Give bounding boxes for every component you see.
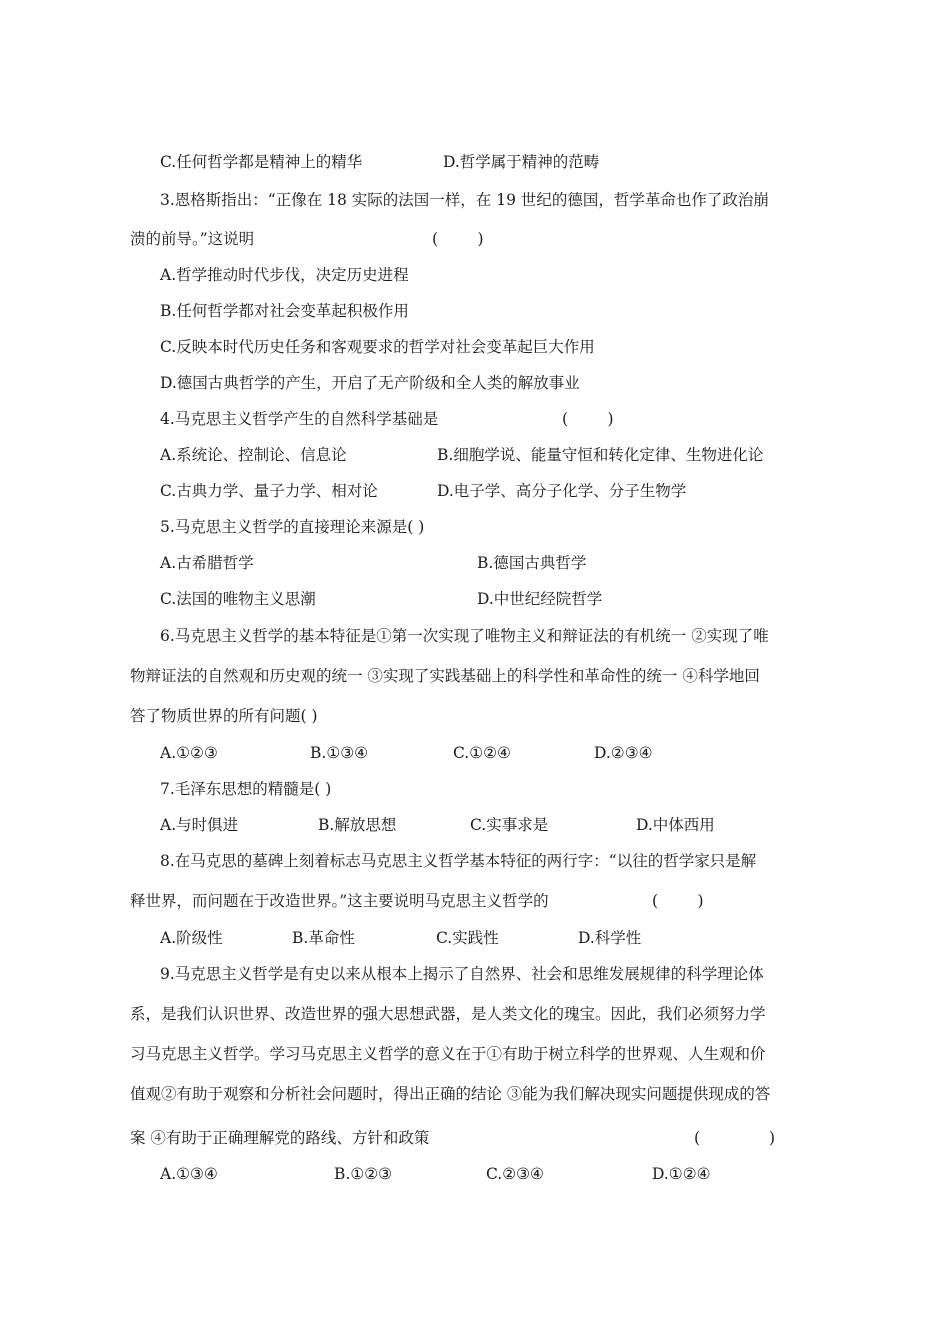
q6-option-d: D.②③④ (594, 744, 653, 762)
q9-answer-paren: ( ) (694, 1129, 776, 1147)
q9-stem-line4: 值观②有助于观察和分析社会问题时，得出正确的结论 ③能为我们解决现实问题提供现成的答 (130, 1085, 771, 1103)
q7-option-d: D.中体西用 (636, 816, 715, 834)
q6-option-c: C.①②④ (453, 744, 511, 762)
q3-option-b: B.任何哲学都对社会变革起积极作用 (160, 302, 409, 320)
q8-stem-line2: 释世界，而问题在于改造世界。”这主要说明马克思主义哲学的 (130, 892, 549, 910)
q6-stem-line2: 物辩证法的自然观和历史观的统一 ③实现了实践基础上的科学性和革命性的统一 ④科学地回 (130, 667, 760, 685)
q7-option-b: B.解放思想 (318, 816, 397, 834)
q5-option-c: C.法国的唯物主义思潮 (160, 590, 316, 608)
q3-stem-line1: 3.恩格斯指出：“正像在 18 实际的法国一样，在 19 世纪的德国，哲学革命也作了政治崩 (160, 191, 769, 209)
q3-stem-line2: 溃的前导。”这说明 (130, 230, 255, 248)
q6-stem-line1: 6.马克思主义哲学的基本特征是①第一次实现了唯物主义和辩证法的有机统一 ②实现了唯 (160, 627, 769, 645)
q9-stem-line3: 习马克思主义哲学。学习马克思主义哲学的意义在于①有助于树立科学的世界观、人生观和价 (130, 1045, 766, 1063)
q8-option-a: A.阶级性 (160, 929, 223, 947)
q6-option-a: A.①②③ (160, 744, 218, 762)
q9-option-d: D.①②④ (652, 1165, 711, 1183)
q9-stem-line5: 案 ④有助于正确理解党的路线、方针和政策 (130, 1129, 430, 1147)
q9-option-b: B.①②③ (334, 1165, 393, 1183)
q3-option-c: C.反映本时代历史任务和客观要求的哲学对社会变革起巨大作用 (160, 338, 595, 356)
q7-stem: 7.毛泽东思想的精髓是( ) (160, 780, 332, 798)
q5-option-b: B.德国古典哲学 (477, 554, 587, 572)
q9-option-a: A.①③④ (160, 1165, 218, 1183)
q2-option-d: D.哲学属于精神的范畴 (443, 153, 600, 171)
q4-stem: 4.马克思主义哲学产生的自然科学基础是 (160, 410, 439, 428)
q6-option-b: B.①③④ (310, 744, 369, 762)
q3-option-a: A.哲学推动时代步伐，决定历史进程 (160, 266, 409, 284)
q2-option-c: C.任何哲学都是精神上的精华 (160, 153, 363, 171)
q5-option-a: A.古希腊哲学 (160, 554, 254, 572)
q4-option-d: D.电子学、高分子化学、分子生物学 (437, 482, 687, 500)
q5-option-d: D.中世纪经院哲学 (477, 590, 603, 608)
q5-stem: 5.马克思主义哲学的直接理论来源是( ) (160, 518, 425, 536)
q4-option-a: A.系统论、控制论、信息论 (160, 446, 347, 464)
q4-answer-paren: ( ) (562, 410, 614, 428)
q7-option-a: A.与时俱进 (160, 816, 239, 834)
q8-option-b: B.革命性 (292, 929, 355, 947)
q8-answer-paren: ( ) (652, 892, 704, 910)
q8-option-d: D.科学性 (578, 929, 642, 947)
q4-option-b: B.细胞学说、能量守恒和转化定律、生物进化论 (437, 446, 764, 464)
q4-option-c: C.古典力学、量子力学、相对论 (160, 482, 378, 500)
q6-stem-line3: 答了物质世界的所有问题( ) (130, 707, 318, 725)
q8-stem-line1: 8.在马克思的墓碑上刻着标志马克思主义哲学基本特征的两行字：“以往的哲学家只是解 (160, 852, 757, 870)
q9-option-c: C.②③④ (486, 1165, 544, 1183)
q7-option-c: C.实事求是 (470, 816, 549, 834)
q8-option-c: C.实践性 (436, 929, 499, 947)
q9-stem-line1: 9.马克思主义哲学是有史以来从根本上揭示了自然界、社会和思维发展规律的科学理论体 (160, 965, 764, 983)
q9-stem-line2: 系，是我们认识世界、改造世界的强大思想武器，是人类文化的瑰宝。因此，我们必须努力学 (130, 1005, 766, 1023)
q3-option-d: D.德国古典哲学的产生，开启了无产阶级和全人类的解放事业 (160, 374, 580, 392)
q3-answer-paren: ( ) (432, 230, 484, 248)
